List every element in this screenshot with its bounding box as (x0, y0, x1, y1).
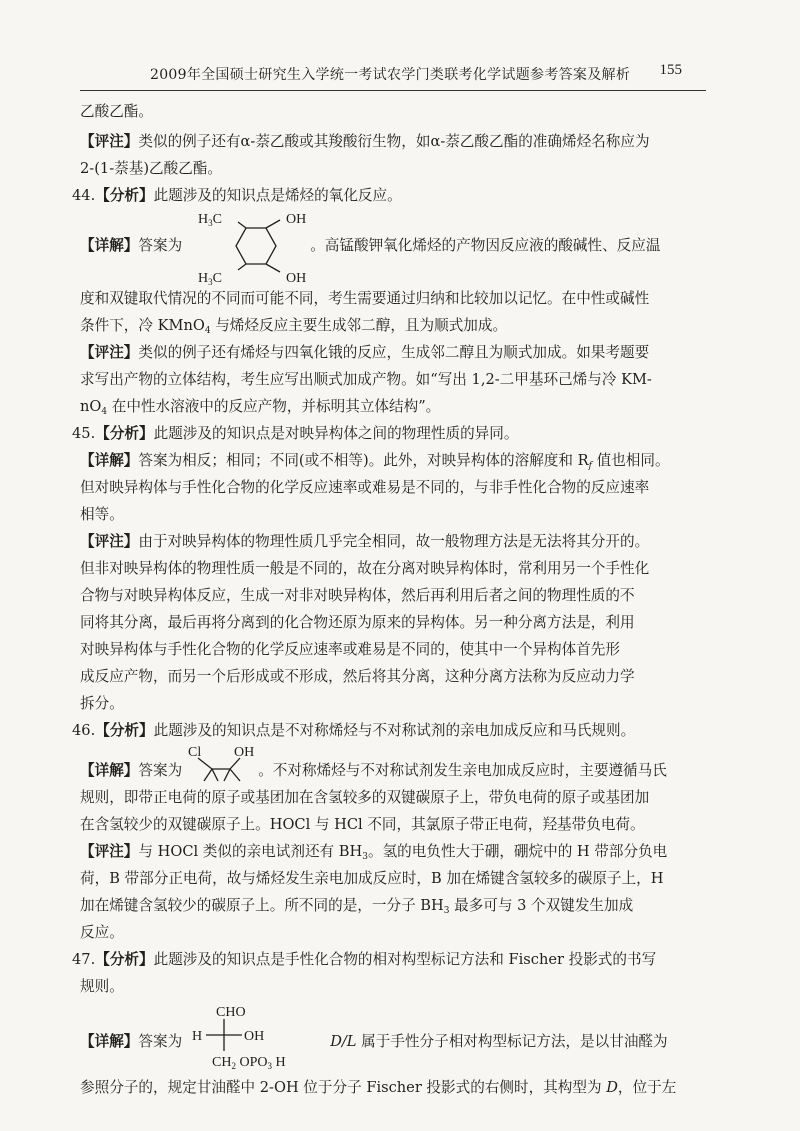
text-line: 成反应产物，而另一个后形成或不形成，然后将其分离，这种分离方法称为反应动力学 (80, 668, 635, 685)
question-47-analysis: 47.【分析】此题涉及的知识点是手性化合物的相对构型标记方法和 Fischer 投影式的书写 (72, 951, 657, 968)
question-45-analysis: 45.【分析】此题涉及的知识点是对映异构体之间的物理性质的异同。 (72, 425, 519, 442)
structure-4-5-dimethylcyclohexane-1-2-diol (196, 206, 326, 286)
text-line: 在含氢较少的双键碳原子上。HOCl 与 HCl 不同，其氯原子带正电荷，羟基带负电荷。 (80, 816, 645, 833)
text-line: 拆分。 (80, 695, 124, 712)
label-cho: CHO (216, 1005, 246, 1020)
label-h3c-bottom: $H_3C$ (198, 271, 222, 286)
question-47-detail: 【详解】答案为 D/L 属于手性分子相对构型标记方法，是以甘油醛为 (80, 1033, 668, 1050)
text-line: 但非对映异构体的物理性质一般是不同的，故在分离对映异构体时，常利用另一个手性化 (80, 560, 650, 577)
comment-line: 【评注】类似的例子还有烯烃与四氧化锇的反应，生成邻二醇且为顺式加成。如果考题要 (80, 344, 650, 361)
label-oh-bottom: OH (286, 271, 307, 286)
structure-fischer-projection (190, 1003, 330, 1069)
text-line: 相等。 (80, 506, 124, 523)
question-number: 45. (72, 425, 96, 442)
question-46-analysis: 46.【分析】此题涉及的知识点是不对称烯烃与不对称试剂的亲电加成反应和马氏规则。 (72, 722, 636, 739)
label-oh: OH (234, 745, 255, 760)
label-ch2opo3h: $CH_2$ $OPO_3$ H (212, 1055, 286, 1069)
running-header (80, 62, 706, 91)
question-45-detail: 【详解】答案为相反；相同；不同(或不相等)。此外，对映异构体的溶解度和 $R_f$ 值也相同。 (80, 452, 670, 471)
text-line: 条件下，冷 KMnO$_4$ 与烯烃反应主要生成邻二醇，且为顺式加成。 (80, 317, 508, 336)
label-cl: Cl (188, 745, 202, 760)
text-line: 求写出产物的立体结构，考生应写出顺式加成产物。如“写出 1,2-二甲基环己烯与冷 KM- (80, 371, 652, 388)
question-44-analysis: 44.【分析】此题涉及的知识点是烯烃的氧化反应。 (72, 187, 402, 204)
structure-chlorohydrin (186, 741, 262, 785)
question-number: 47. (72, 951, 96, 968)
question-number: 46. (72, 722, 96, 739)
question-46-detail: 【详解】答案为 。不对称烯烃与不对称试剂发生亲电加成反应时，主要遵循马氏 (80, 762, 667, 779)
text-line: 对映异构体与手性化合物的化学反应速率或难易是不同的，使其中一个异构体首先形 (80, 641, 620, 658)
label-oh-top: OH (286, 212, 307, 227)
molecule-svg-44 (196, 206, 326, 286)
page-number: 155 (659, 62, 682, 78)
text-line: $nO_4$ 在中性水溶液中的反应产物，并标明其立体结构”。 (80, 398, 441, 417)
text-line: 度和双键取代情况的不同而可能不同，考生需要通过归纳和比较加以记忆。在中性或碱性 (80, 290, 650, 307)
text-line: 乙酸乙酯。 (80, 103, 153, 120)
text-line: 2-(1-萘基)乙酸乙酯。 (80, 160, 222, 177)
text-line: 但对映异构体与手性化合物的化学反应速率或难易是不同的，与非手性化合物的反应速率 (80, 479, 650, 496)
text-line: 合物与对映异构体反应，生成一对非对映异构体，然后再利用后者之间的物理性质的不 (80, 587, 635, 604)
text-line: 规则，即带正电荷的原子或基团加在含氢较多的双键碳原子上，带负电荷的原子或基团加 (80, 789, 650, 806)
text-line: 加在烯键含氢较少的碳原子上。所不同的是，一分子 $BH_3$ 最多可与 3 个双键发生加成 (80, 897, 634, 916)
molecule-svg-46 (186, 741, 262, 785)
comment-line: 【评注】由于对映异构体的物理性质几乎完全相同，故一般物理方法是无法将其分开的。 (80, 533, 650, 550)
text-line: 参照分子的，规定甘油醛中 2-OH 位于分子 Fischer 投影式的右侧时，其构型为 D，位于左 (80, 1079, 677, 1096)
comment-line: 【评注】类似的例子还有α-萘乙酸或其羧酸衍生物，如α-萘乙酸乙酯的准确烯烃名称应为 (80, 133, 650, 150)
comment-line: 【评注】与 HOCl 类似的亲电试剂还有 $BH_3$。氢的电负性大于硼，硼烷中的 H 带部分负电 (80, 843, 668, 862)
label-h3c-top: $H_3C$ (198, 212, 222, 228)
text-line: 同将其分离，最后再将分离到的化合物还原为原来的异构体。另一种分离方法是，利用 (80, 614, 635, 631)
text-line: 规则。 (80, 978, 124, 995)
label-oh: OH (244, 1029, 265, 1044)
header-title: 2009年全国硕士研究生入学统一考试农学门类联考化学试题参考答案及解析 (150, 67, 631, 83)
text-line: 荷，B 带部分正电荷，故与烯烃发生亲电加成反应时，B 加在烯键含氢较多的碳原子上，H (80, 870, 664, 887)
question-number: 44. (72, 187, 96, 204)
molecule-svg-47 (190, 1003, 330, 1069)
question-44-detail: 【详解】答案为 。高锰酸钾氧化烯烃的产物因反应液的酸碱性、反应温 (80, 237, 661, 254)
text-line: 反应。 (80, 924, 124, 941)
comment-label: 【评注】 (80, 133, 139, 150)
label-h: H (192, 1029, 203, 1044)
